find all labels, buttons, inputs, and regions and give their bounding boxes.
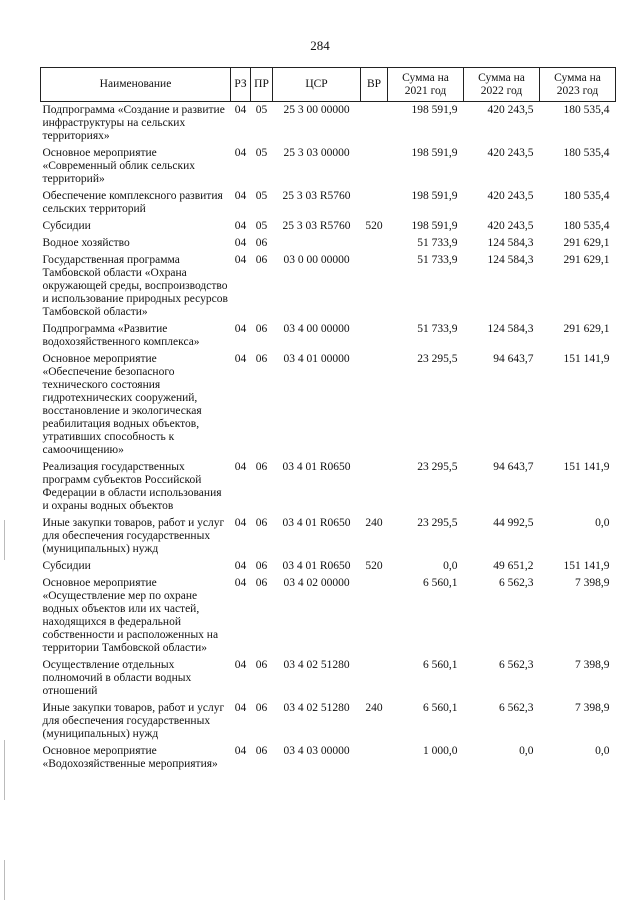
row-name: Основное мероприятие «Осуществление мер по охране водных объектов или их частей, находящихся в федеральной собственности и расположенных на территории Тамбовской области» <box>42 577 219 654</box>
row-csr: 03 4 03 00000 <box>283 745 350 757</box>
row-vr <box>361 188 388 218</box>
row-pr: 06 <box>255 237 268 249</box>
row-rz: 04 <box>234 659 247 671</box>
budget-table <box>40 67 616 773</box>
row-pr: 05 <box>255 190 268 202</box>
header-name: Наименование <box>41 68 231 102</box>
row-name: Реализация государственных программ субъектов Российской Федерации в области использования и охраны водных объектов <box>42 461 222 512</box>
row-vr <box>361 351 388 459</box>
row-vr <box>361 321 388 351</box>
row-sum-2023: 291 629,1 <box>563 323 610 335</box>
row-sum-2023: 0,0 <box>595 517 610 529</box>
table-row <box>41 515 616 558</box>
row-rz: 04 <box>234 104 247 116</box>
row-sum-2021: 6 560,1 <box>423 659 458 671</box>
row-sum-2022: 0,0 <box>519 745 534 757</box>
row-sum-2022: 94 643,7 <box>493 461 534 473</box>
row-vr <box>361 145 388 188</box>
row-csr: 03 4 01 R0650 <box>282 517 351 529</box>
row-rz: 04 <box>234 220 247 232</box>
row-sum-2021: 23 295,5 <box>417 517 458 529</box>
table-header-row <box>41 68 616 102</box>
header-vr: ВР <box>361 68 388 102</box>
row-name: Иные закупки товаров, работ и услуг для обеспечения государственных (муниципальных) нужд <box>42 702 225 740</box>
row-csr <box>273 235 361 252</box>
row-rz: 04 <box>234 560 247 572</box>
row-csr: 03 4 02 51280 <box>283 659 350 671</box>
row-sum-2023: 7 398,9 <box>575 577 610 589</box>
table-row <box>41 145 616 188</box>
table-row <box>41 657 616 700</box>
row-sum-2023: 291 629,1 <box>563 254 610 266</box>
header-sum-2022: Сумма на 2022 год <box>464 68 540 102</box>
row-sum-2022: 94 643,7 <box>493 353 534 365</box>
margin-mark <box>4 520 5 560</box>
row-sum-2021: 0,0 <box>443 560 458 572</box>
row-rz: 04 <box>234 745 247 757</box>
row-csr: 03 4 01 00000 <box>283 353 350 365</box>
row-sum-2021: 6 560,1 <box>423 577 458 589</box>
row-csr: 03 4 01 R0650 <box>282 461 351 473</box>
row-rz: 04 <box>234 190 247 202</box>
row-csr: 03 0 00 00000 <box>283 254 350 266</box>
row-name: Иные закупки товаров, работ и услуг для обеспечения государственных (муниципальных) нужд <box>42 517 225 555</box>
row-pr: 06 <box>255 702 268 714</box>
margin-mark <box>4 740 5 800</box>
row-csr: 03 4 01 R0650 <box>282 560 351 572</box>
row-pr: 06 <box>255 461 268 473</box>
row-rz: 04 <box>234 147 247 159</box>
row-sum-2023: 180 535,4 <box>563 190 610 202</box>
row-csr: 03 4 00 00000 <box>283 323 350 335</box>
row-name: Подпрограмма «Развитие водохозяйственного комплекса» <box>42 323 200 348</box>
row-pr: 06 <box>255 577 268 589</box>
row-sum-2022: 124 584,3 <box>487 254 534 266</box>
table-row <box>41 235 616 252</box>
row-csr: 25 3 00 00000 <box>283 104 350 116</box>
row-sum-2023: 7 398,9 <box>575 659 610 671</box>
row-sum-2021: 198 591,9 <box>411 190 458 202</box>
row-pr: 06 <box>255 323 268 335</box>
table-row <box>41 188 616 218</box>
row-sum-2023: 291 629,1 <box>563 237 610 249</box>
header-pr: ПР <box>251 68 273 102</box>
row-sum-2023: 7 398,9 <box>575 702 610 714</box>
row-sum-2023: 151 141,9 <box>563 560 610 572</box>
row-pr: 05 <box>255 220 268 232</box>
header-csr: ЦСР <box>273 68 361 102</box>
table-row <box>41 575 616 657</box>
row-vr: 240 <box>365 702 383 714</box>
table-row <box>41 252 616 321</box>
row-pr: 05 <box>255 104 268 116</box>
row-pr: 06 <box>255 659 268 671</box>
row-csr: 25 3 03 00000 <box>283 147 350 159</box>
table-body <box>41 102 616 774</box>
row-sum-2022: 124 584,3 <box>487 237 534 249</box>
row-rz: 04 <box>234 577 247 589</box>
row-name: Субсидии <box>42 220 91 232</box>
table-row <box>41 351 616 459</box>
table-row <box>41 102 616 146</box>
row-pr: 06 <box>255 745 268 757</box>
row-sum-2021: 51 733,9 <box>417 237 458 249</box>
row-sum-2021: 23 295,5 <box>417 353 458 365</box>
row-sum-2022: 49 651,2 <box>493 560 534 572</box>
row-vr: 520 <box>365 560 383 572</box>
row-sum-2023: 180 535,4 <box>563 147 610 159</box>
header-rz: РЗ <box>231 68 251 102</box>
row-rz: 04 <box>234 702 247 714</box>
row-sum-2021: 1 000,0 <box>423 745 458 757</box>
row-name: Основное мероприятие «Водохозяйственные мероприятия» <box>42 745 218 770</box>
row-sum-2021: 23 295,5 <box>417 461 458 473</box>
row-sum-2021: 198 591,9 <box>411 220 458 232</box>
row-csr: 25 3 03 R5760 <box>282 220 351 232</box>
row-rz: 04 <box>234 254 247 266</box>
row-sum-2022: 420 243,5 <box>487 147 534 159</box>
row-csr: 03 4 02 51280 <box>283 702 350 714</box>
table-row <box>41 459 616 515</box>
table-row <box>41 321 616 351</box>
row-rz: 04 <box>234 237 247 249</box>
row-sum-2021: 198 591,9 <box>411 147 458 159</box>
table-row <box>41 218 616 235</box>
row-csr: 03 4 02 00000 <box>283 577 350 589</box>
page-number: 284 <box>310 38 330 53</box>
row-sum-2023: 151 141,9 <box>563 461 610 473</box>
row-name: Осуществление отдельных полномочий в области водных отношений <box>42 659 192 697</box>
row-name: Основное мероприятие «Обеспечение безопасного технического состояния гидротехнических сооружений, восстановление и экологическая реабилитация водных объектов, утративших способность к самоочищению» <box>42 353 202 456</box>
row-sum-2022: 124 584,3 <box>487 323 534 335</box>
row-sum-2022: 6 562,3 <box>499 702 534 714</box>
row-sum-2022: 420 243,5 <box>487 104 534 116</box>
row-sum-2022: 420 243,5 <box>487 220 534 232</box>
row-vr <box>361 743 388 773</box>
row-csr: 25 3 03 R5760 <box>282 190 351 202</box>
row-sum-2022: 420 243,5 <box>487 190 534 202</box>
row-pr: 06 <box>255 353 268 365</box>
row-rz: 04 <box>234 323 247 335</box>
row-sum-2021: 51 733,9 <box>417 323 458 335</box>
row-sum-2023: 0,0 <box>595 745 610 757</box>
row-name: Обеспечение комплексного развития сельских территорий <box>42 190 223 215</box>
row-pr: 06 <box>255 254 268 266</box>
row-rz: 04 <box>234 461 247 473</box>
table-row <box>41 558 616 575</box>
header-sum-2023: Сумма на 2023 год <box>540 68 616 102</box>
row-sum-2021: 6 560,1 <box>423 702 458 714</box>
row-name: Подпрограмма «Создание и развитие инфраструктуры на сельских территориях» <box>42 104 225 142</box>
row-name: Субсидии <box>42 560 91 572</box>
row-rz: 04 <box>234 517 247 529</box>
row-sum-2021: 51 733,9 <box>417 254 458 266</box>
row-vr <box>361 459 388 515</box>
row-sum-2022: 44 992,5 <box>493 517 534 529</box>
row-vr <box>361 235 388 252</box>
row-vr <box>361 575 388 657</box>
row-pr: 05 <box>255 147 268 159</box>
table-row <box>41 743 616 773</box>
header-sum-2021: Сумма на 2021 год <box>388 68 464 102</box>
row-pr: 06 <box>255 517 268 529</box>
row-vr: 240 <box>365 517 383 529</box>
row-vr <box>361 657 388 700</box>
row-sum-2023: 151 141,9 <box>563 353 610 365</box>
row-name: Водное хозяйство <box>42 237 130 249</box>
row-vr <box>361 102 388 146</box>
row-sum-2023: 180 535,4 <box>563 104 610 116</box>
row-sum-2021: 198 591,9 <box>411 104 458 116</box>
row-sum-2022: 6 562,3 <box>499 577 534 589</box>
row-pr: 06 <box>255 560 268 572</box>
margin-mark <box>4 860 5 900</box>
row-sum-2022: 6 562,3 <box>499 659 534 671</box>
row-sum-2023: 180 535,4 <box>563 220 610 232</box>
table-row <box>41 700 616 743</box>
row-name: Основное мероприятие «Современный облик сельских территорий» <box>42 147 195 185</box>
row-name: Государственная программа Тамбовской области «Охрана окружающей среды, воспроизводство и использование природных ресурсов Тамбовской области» <box>42 254 228 318</box>
row-vr: 520 <box>365 220 383 232</box>
row-rz: 04 <box>234 353 247 365</box>
row-vr <box>361 252 388 321</box>
